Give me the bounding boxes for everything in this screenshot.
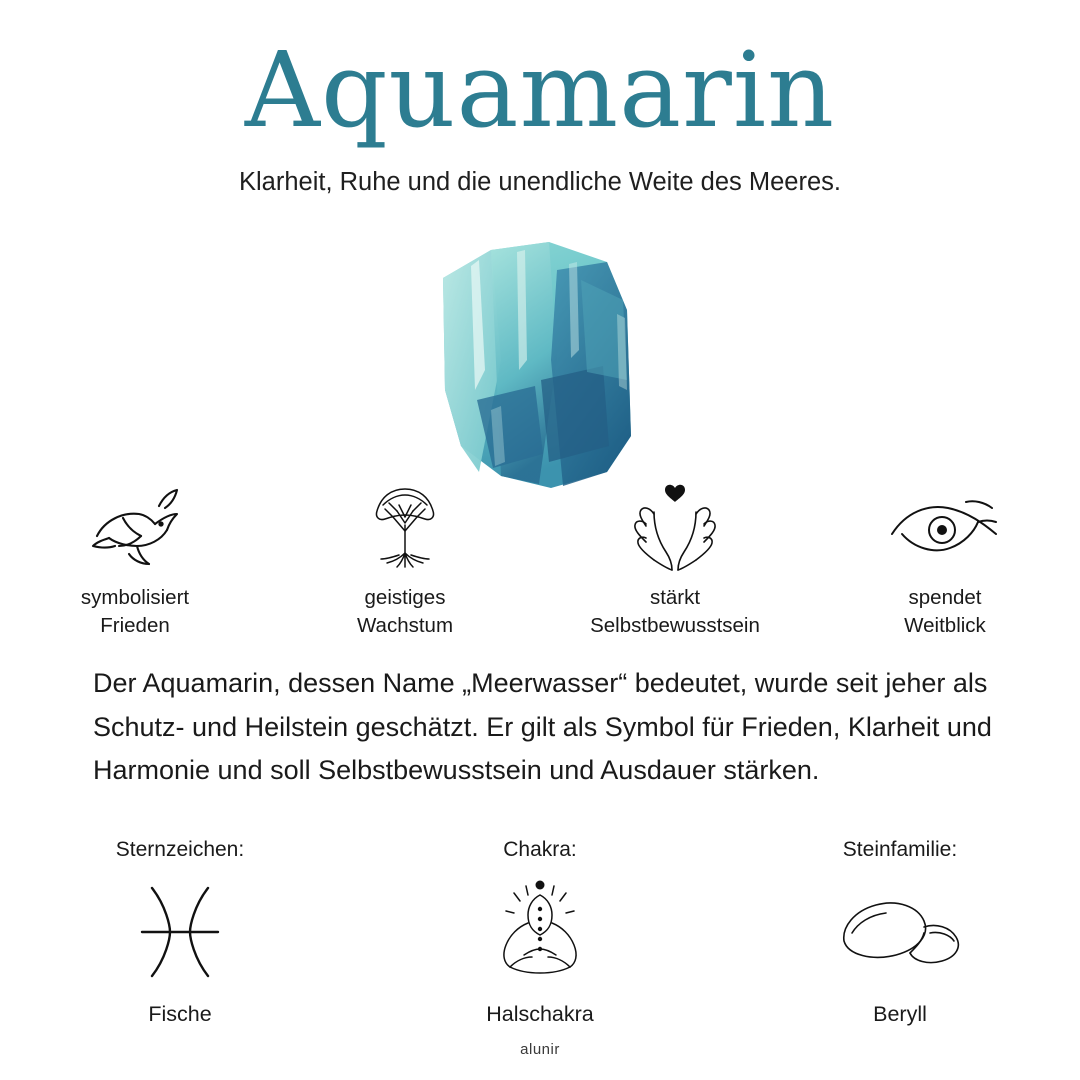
benefit-item-wachstum <box>270 482 540 639</box>
page-title: Aquamarin <box>244 29 836 151</box>
benefits-row <box>0 482 1080 639</box>
stone-image-container <box>0 240 1080 510</box>
dove-icon <box>0 482 270 574</box>
attributes-row <box>0 838 1080 1027</box>
brand-name: alunir <box>520 1041 560 1058</box>
attribute-caption: Chakra: <box>503 838 577 861</box>
attribute-value: Fische <box>148 1002 212 1026</box>
attribute-chakra <box>360 838 720 1027</box>
attribute-caption: Steinfamilie: <box>842 838 958 861</box>
attribute-caption: Sternzeichen: <box>115 838 245 861</box>
attribute-sternzeichen <box>0 838 360 1027</box>
benefit-label: symbolisiert Frieden <box>80 586 190 637</box>
stones-icon <box>720 868 1080 996</box>
attribute-value: Halschakra <box>486 1002 594 1026</box>
chakra-meditation-icon <box>360 868 720 996</box>
attribute-steinfamilie <box>720 838 1080 1027</box>
benefit-label: geistiges Wachstum <box>356 586 454 637</box>
benefit-item-frieden <box>0 482 270 639</box>
attribute-value: Beryll <box>873 1002 927 1026</box>
hands-heart-icon <box>540 482 810 574</box>
benefit-label: stärkt Selbstbewusstsein <box>590 586 760 637</box>
aquamarine-crystal-svg <box>431 240 649 493</box>
benefit-item-weitblick <box>810 482 1080 639</box>
tree-of-life-icon <box>270 482 540 574</box>
pisces-zodiac-icon <box>0 868 360 996</box>
page-subtitle: Klarheit, Ruhe und die unendliche Weite des Meeres. <box>239 168 841 196</box>
benefit-label: spendet Weitblick <box>904 586 986 637</box>
description-text: Der Aquamarin, dessen Name „Meerwasser“ bedeutet, wurde seit jeher als Schutz- und Heilstein geschätzt. Er gilt als Symbol für Frieden, Klarheit und Harmonie und soll Selbstbewusstsein und Ausdauer stärken. <box>93 668 992 786</box>
benefit-item-selbstbewusstsein <box>540 482 810 639</box>
eye-icon <box>810 482 1080 574</box>
aquamarine-crystal-illustration <box>431 240 649 493</box>
